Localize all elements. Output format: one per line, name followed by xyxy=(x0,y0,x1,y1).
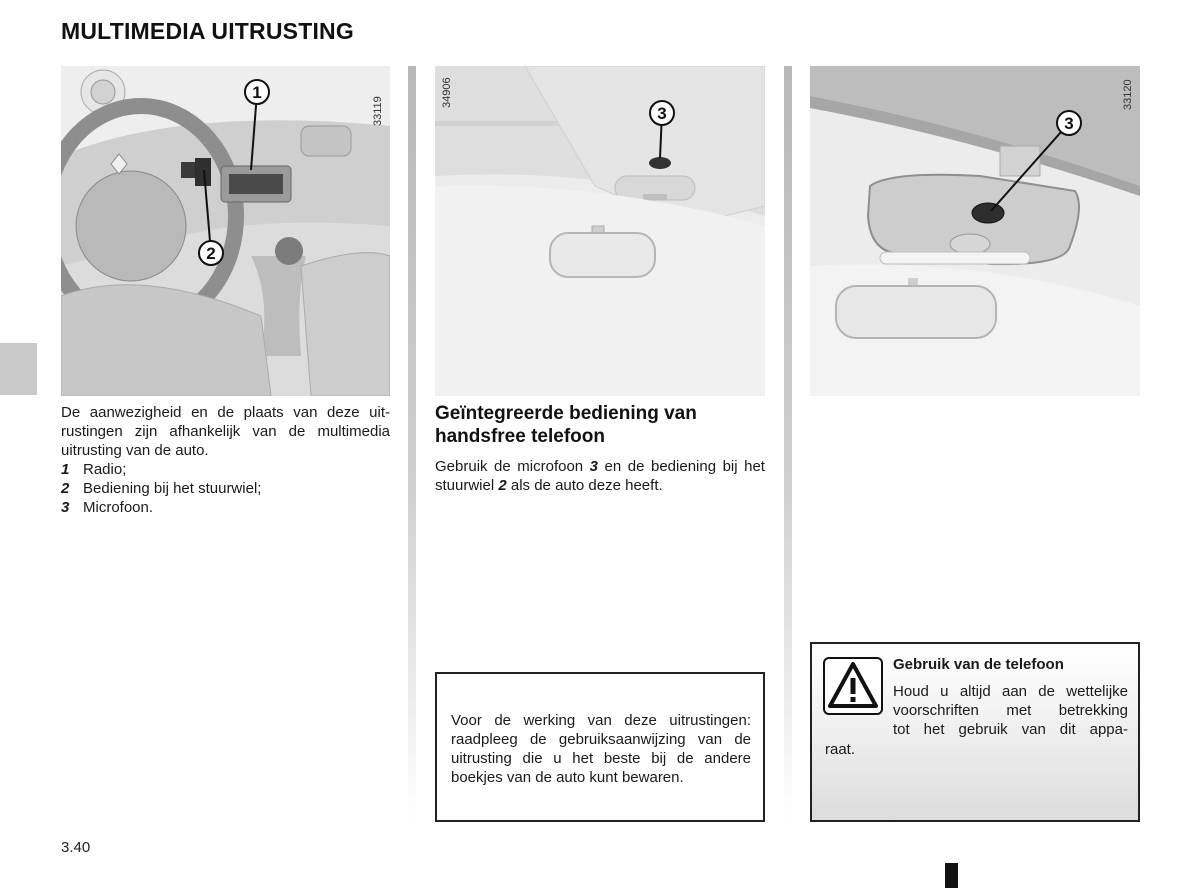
column-divider-left xyxy=(408,66,416,822)
list-item-label: Microfoon. xyxy=(83,499,154,516)
image-code: 33119 xyxy=(372,96,384,126)
callout-1 xyxy=(245,80,269,104)
warning-text-tail: raat. xyxy=(825,741,856,758)
list-item-number: 1 xyxy=(61,461,70,478)
dashboard-illustration xyxy=(61,66,390,396)
warning-line: voorschriften met betrekking xyxy=(893,702,1128,719)
list-item xyxy=(61,498,390,517)
microphone-closeup-illustration xyxy=(810,66,1140,396)
page-title: MULTIMEDIA UITRUSTING xyxy=(61,18,354,44)
paragraph-text: als de auto deze heeft. xyxy=(506,477,663,494)
warning-text xyxy=(893,682,1128,739)
section-heading: Geïntegreerde bediening van handsfree telefoon xyxy=(435,403,697,447)
paragraph-text: en de bediening bij het stuurwiel xyxy=(435,458,765,494)
equipment-list xyxy=(61,460,390,517)
paragraph-ref: 3 xyxy=(589,458,599,475)
svg-text:2: 2 xyxy=(206,244,216,263)
image-code: 34906 xyxy=(441,77,453,108)
note-text: Voor de werking van deze uitrustingen: raadpleeg de gebruiksaanwijzing van de uitrusting die u het beste bij de andere boekjes van de auto kunt bewaren. xyxy=(451,712,751,786)
column-divider-right xyxy=(784,66,792,822)
chapter-tab xyxy=(0,343,37,395)
svg-text:1: 1 xyxy=(252,83,262,102)
handsfree-paragraph xyxy=(435,457,765,495)
page-number: 3.40 xyxy=(61,839,91,856)
svg-text:3: 3 xyxy=(657,104,667,123)
callout-2 xyxy=(199,241,223,265)
warning-box xyxy=(810,642,1140,822)
note-box xyxy=(435,672,765,822)
paragraph-ref: 2 xyxy=(498,477,507,494)
paragraph-text: Gebruik de microfoon xyxy=(435,458,590,475)
image-code: 33120 xyxy=(1122,79,1134,110)
warning-title: Gebruik van de telefoon xyxy=(893,656,1064,673)
list-item xyxy=(61,460,390,479)
list-item-number: 2 xyxy=(61,480,70,497)
page-edge-marker xyxy=(945,863,958,888)
svg-text:3: 3 xyxy=(1064,114,1074,133)
list-item-label: Bediening bij het stuurwiel; xyxy=(83,480,262,497)
callout-3 xyxy=(1057,111,1081,135)
warning-line: tot het gebruik van dit appa- xyxy=(893,721,1128,738)
ceiling-microphone-illustration xyxy=(435,66,765,396)
list-item xyxy=(61,479,390,498)
warning-line: Houd u altijd aan de wettelijke xyxy=(893,683,1128,700)
intro-paragraph: De aanwezigheid en de plaats van deze uit-rustingen zijn afhankelijk van de multimedia uitrusting van de auto. xyxy=(61,404,390,459)
list-item-number: 3 xyxy=(61,499,70,516)
warning-triangle-icon xyxy=(823,657,883,715)
callout-3 xyxy=(650,101,674,125)
list-item-label: Radio; xyxy=(83,461,127,478)
